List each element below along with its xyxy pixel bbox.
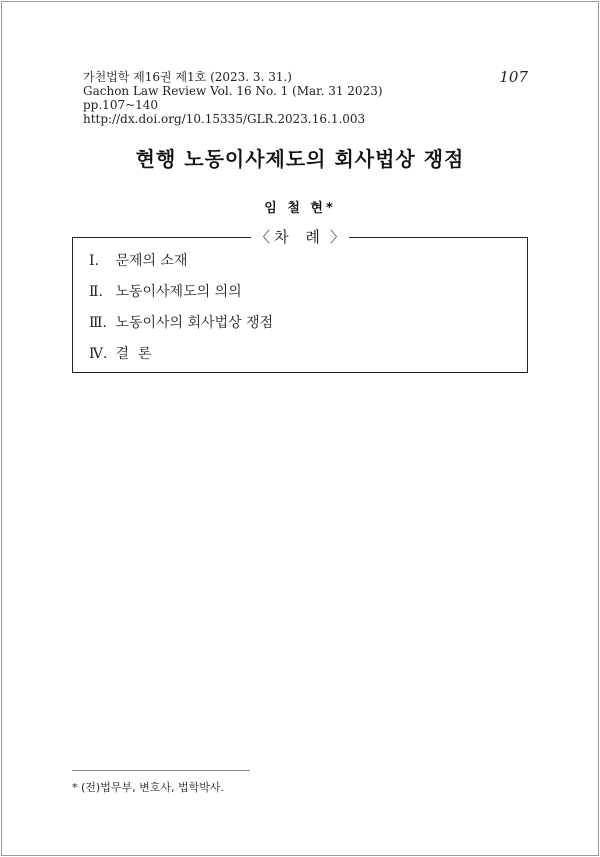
author-footnote: * (전)법무부, 변호사, 법학박사. [72, 781, 224, 794]
toc-bracket-left: 〈 [255, 228, 271, 246]
toc-item-number: Ⅰ. [89, 253, 99, 269]
toc-item-number: Ⅲ. [89, 315, 107, 331]
page-number: 107 [499, 68, 528, 86]
toc-item[interactable] [89, 285, 273, 299]
page-frame [1, 1, 599, 856]
page-range: pp.107~140 [83, 98, 159, 112]
journal-issue: 가천법학 제16권 제1호 (2023. 3. 31.) [83, 70, 292, 84]
toc-item-label: 문제의 소재 [115, 253, 188, 269]
paper-title: 현행 노동이사제도의 회사법상 쟁점 [135, 147, 465, 171]
toc-heading [251, 226, 349, 247]
table-of-contents [72, 228, 528, 373]
journal-issue-english: Gachon Law Review Vol. 16 No. 1 (Mar. 31 2023) [83, 84, 383, 98]
doi-link[interactable]: http://dx.doi.org/10.15335/GLR.2023.16.1.003 [83, 112, 366, 126]
toc-item[interactable] [89, 254, 273, 268]
footnote-divider [72, 770, 250, 771]
toc-item[interactable] [89, 316, 273, 330]
journal-header [83, 70, 383, 126]
toc-item-number: Ⅳ. [89, 346, 108, 362]
toc-bracket-right: 〉 [329, 228, 345, 246]
toc-item-label: 결 론 [115, 346, 152, 362]
toc-item[interactable] [89, 347, 273, 361]
author-name: 임 철 현* [264, 201, 336, 216]
toc-item-label: 노동이사의 회사법상 쟁점 [115, 315, 274, 331]
toc-item-label: 노동이사제도의 의의 [115, 284, 242, 300]
toc-list [89, 254, 273, 378]
toc-heading-text: 차 례 [274, 228, 326, 246]
toc-item-number: Ⅱ. [89, 284, 103, 300]
